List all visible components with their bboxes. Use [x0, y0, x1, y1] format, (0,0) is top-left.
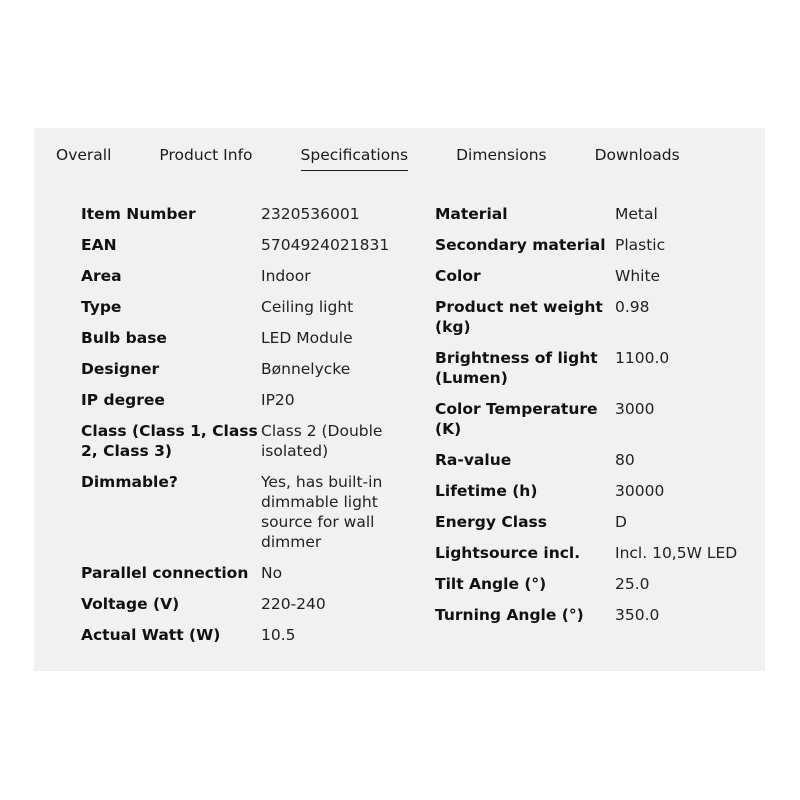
spec-value: IP20 — [261, 391, 295, 409]
spec-row-color-temperature — [435, 399, 750, 439]
spec-value: 30000 — [615, 482, 665, 500]
spec-label: Lightsource incl. — [435, 544, 581, 562]
spec-value: Yes, has built-in dimmable light source for wall dimmer — [261, 473, 383, 551]
spec-label: IP degree — [81, 391, 165, 409]
spec-label: Actual Watt (W) — [81, 626, 221, 644]
spec-label: Area — [81, 267, 122, 285]
spec-row-actual-watt — [81, 625, 386, 645]
specs-left-column — [81, 204, 390, 656]
product-details-panel — [34, 128, 765, 671]
spec-value: Indoor — [261, 267, 311, 285]
spec-value: Metal — [615, 205, 658, 223]
spec-value: White — [615, 267, 661, 285]
spec-row-type — [81, 297, 386, 317]
spec-value: 10.5 — [261, 626, 296, 644]
tab-product-info[interactable]: Product Info — [159, 146, 253, 164]
spec-value: No — [261, 564, 283, 582]
tab-bar — [56, 146, 728, 176]
spec-value: 3000 — [615, 400, 655, 418]
tab-overall[interactable]: Overall — [56, 146, 112, 164]
spec-label: Color — [435, 267, 481, 285]
spec-label: Brightness of light (Lumen) — [435, 349, 598, 387]
spec-value: 350.0 — [615, 606, 660, 624]
spec-label: Product net weight (kg) — [435, 298, 603, 336]
spec-label: Lifetime (h) — [435, 482, 538, 500]
spec-value: Plastic — [615, 236, 666, 254]
spec-label: Type — [81, 298, 122, 316]
spec-row-item-number — [81, 204, 386, 224]
spec-label: Tilt Angle (°) — [435, 575, 547, 593]
spec-label: Designer — [81, 360, 160, 378]
spec-label: Secondary material — [435, 236, 606, 254]
spec-row-voltage — [81, 594, 386, 614]
spec-row-secondary-material — [435, 235, 750, 255]
spec-row-turning-angle — [435, 605, 750, 625]
spec-label: Color Temperature (K) — [435, 400, 598, 438]
spec-value: 25.0 — [615, 575, 650, 593]
spec-row-class — [81, 421, 386, 461]
spec-row-parallel-connection — [81, 563, 386, 583]
spec-label: Turning Angle (°) — [435, 606, 584, 624]
spec-value: Incl. 10,5W LED — [615, 544, 738, 562]
spec-value: Bønnelycke — [261, 360, 351, 378]
spec-row-energy-class — [435, 512, 750, 532]
tab-specifications[interactable]: Specifications — [301, 146, 409, 171]
spec-row-tilt-angle — [435, 574, 750, 594]
spec-row-lifetime — [435, 481, 750, 501]
spec-value: Ceiling light — [261, 298, 354, 316]
spec-value: Class 2 (Double isolated) — [261, 422, 383, 460]
spec-label: Parallel connection — [81, 564, 249, 582]
spec-label: Ra-value — [435, 451, 512, 469]
spec-label: Bulb base — [81, 329, 167, 347]
spec-label: Class (Class 1, Class 2, Class 3) — [81, 422, 258, 460]
spec-label: Voltage (V) — [81, 595, 180, 613]
spec-label: Material — [435, 205, 508, 223]
spec-label: Item Number — [81, 205, 196, 223]
spec-row-bulb-base — [81, 328, 386, 348]
spec-row-material — [435, 204, 750, 224]
spec-row-color — [435, 266, 750, 286]
spec-value: 0.98 — [615, 298, 650, 316]
spec-row-dimmable — [81, 472, 386, 552]
spec-label: Energy Class — [435, 513, 547, 531]
spec-value: 2320536001 — [261, 205, 360, 223]
spec-value: 80 — [615, 451, 635, 469]
tab-dimensions[interactable]: Dimensions — [456, 146, 547, 164]
spec-row-ra-value — [435, 450, 750, 470]
spec-value: 5704924021831 — [261, 236, 390, 254]
spec-row-net-weight — [435, 297, 750, 337]
spec-label: EAN — [81, 236, 117, 254]
spec-value: LED Module — [261, 329, 353, 347]
spec-row-area — [81, 266, 386, 286]
spec-value: D — [615, 513, 627, 531]
spec-row-designer — [81, 359, 386, 379]
spec-row-ip-degree — [81, 390, 386, 410]
spec-value: 220-240 — [261, 595, 326, 613]
tab-downloads[interactable]: Downloads — [594, 146, 680, 164]
spec-row-lightsource — [435, 543, 750, 563]
spec-row-ean — [81, 235, 390, 255]
spec-row-brightness — [435, 348, 750, 388]
specs-right-column — [435, 204, 750, 636]
spec-label: Dimmable? — [81, 473, 178, 491]
spec-value: 1100.0 — [615, 349, 670, 367]
